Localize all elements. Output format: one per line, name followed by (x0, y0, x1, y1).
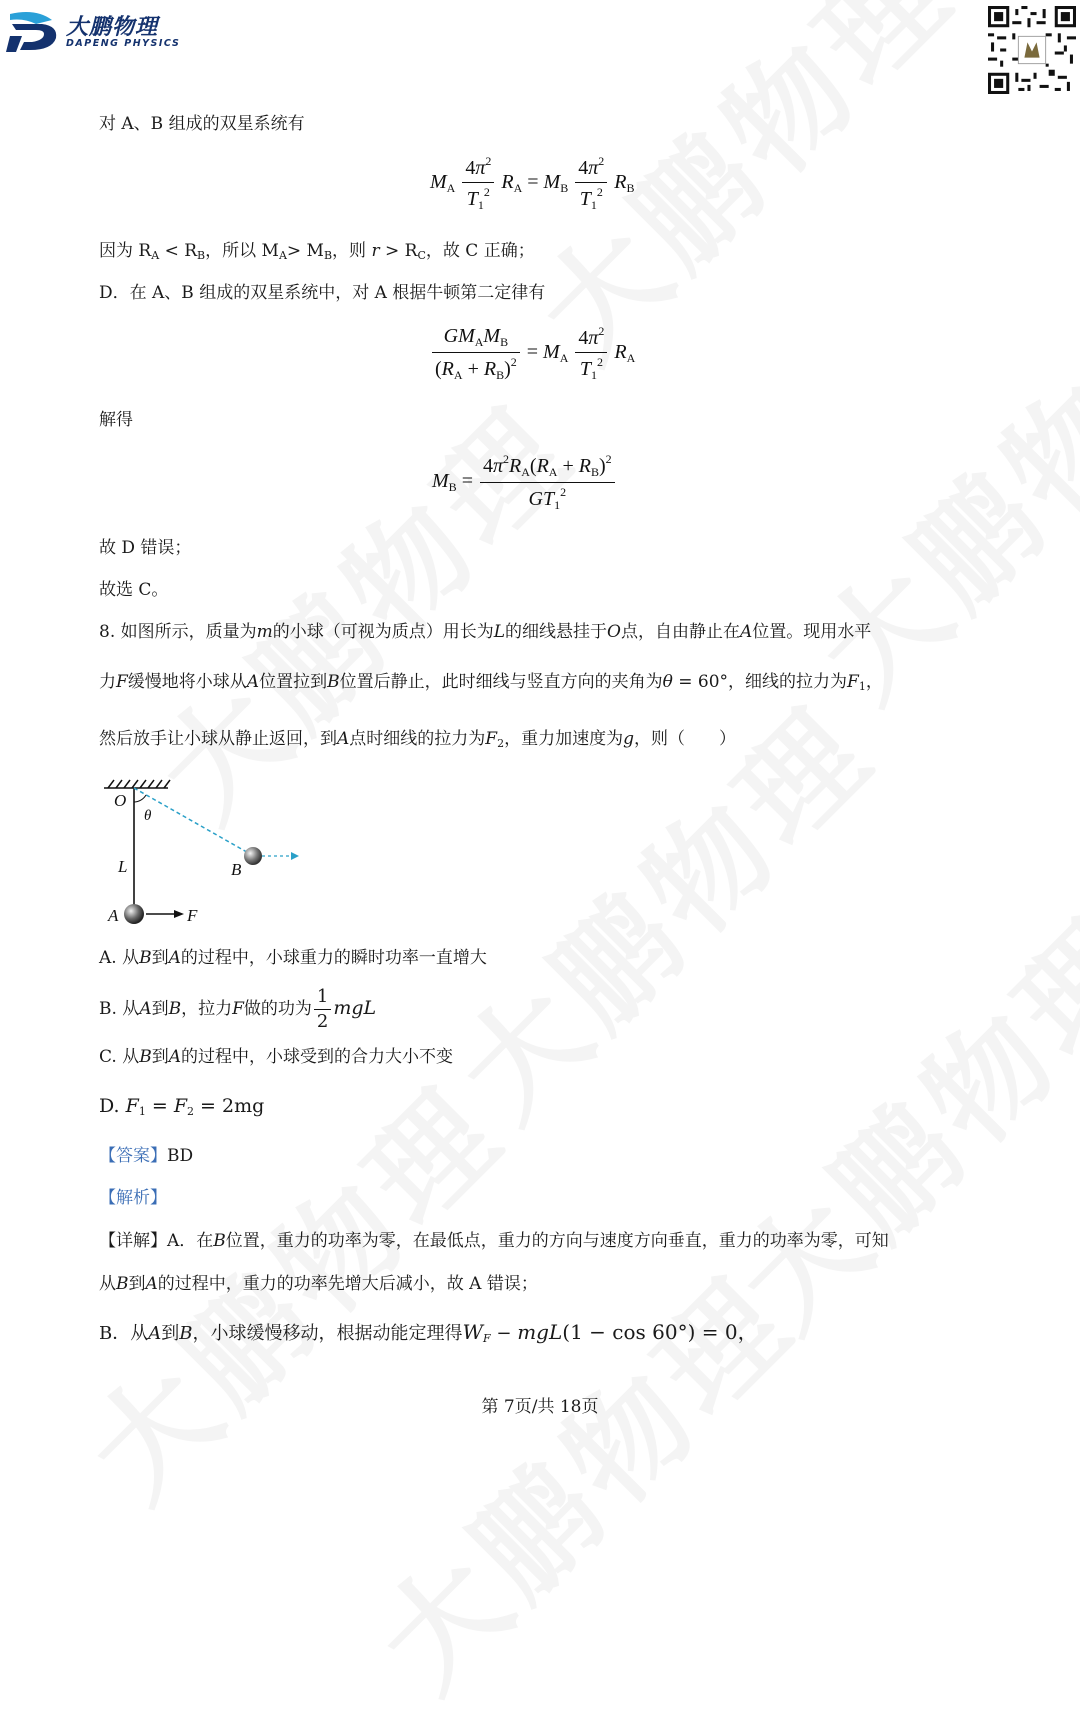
ball-b (244, 847, 262, 865)
text-line: 因为 $R_A < R_B$，所以 $M_A> M_B$，则 $r > R_C$，故 C 正确； (99, 241, 535, 262)
qr-code-icon (988, 6, 1076, 94)
text-line: 解得 (99, 410, 133, 430)
label-a: A (108, 906, 119, 925)
formula-mass-b: $M_B$ = $\frac{4\pi^2R_A(R_A + R_B)^2}{GT_1^2}$ (432, 452, 617, 513)
label-theta: θ (144, 808, 152, 824)
watermark (775, 241, 1080, 730)
text-line: 对 A、B 组成的双星系统有 (99, 114, 305, 134)
question-line: 力F缓慢地将小球从A位置拉到B位置后静止，此时细线与竖直方向的夹角为θ = 60°，细线的拉力为$F_1$， (99, 672, 883, 693)
text-line: 故选 C。 (99, 580, 169, 600)
arrow-head-icon (291, 852, 299, 860)
brand-logo (6, 6, 186, 54)
force-arrow-head-icon (174, 910, 184, 918)
ceiling (104, 780, 170, 788)
label-o: O (114, 791, 127, 810)
option-c: C. 从B到A的过程中，小球受到的合力大小不变 (99, 1047, 453, 1067)
page-number: 第 7页/共 18页 (481, 1397, 599, 1417)
watermark (335, 1231, 824, 1720)
question-line: 8. 如图所示，质量为m的小球（可视为质点）用长为L的细线悬挂于O点，自由静止在A位置。现用水平 (99, 622, 872, 642)
detail-line: 从B到A的过程中，重力的功率先增大后减小，故 A 错误； (99, 1274, 538, 1294)
logo-text-en: DAPENG PHYSICS (66, 38, 181, 49)
detail-line: B．从A到B，小球缓慢移动，根据动能定理得$W_F - mgL(1 - \cos 60^\circ) = 0$， (99, 1320, 758, 1345)
logo-text-cn: 大鹏物理 (66, 15, 159, 40)
ball-a (124, 904, 144, 924)
label-f: F (187, 906, 198, 925)
string-dashed (134, 788, 252, 855)
text-line: D．在 A、B 组成的双星系统中，对 A 根据牛顿第二定律有 (99, 283, 546, 303)
formula-newton-second-law: $\frac{GM_AM_B}{(R_A + R_B)^2}$ = $M_A$ $\frac{4\pi^2}{T_1^2}$ $R_A$ (430, 324, 635, 383)
option-a: A. 从B到A的过程中，小球重力的瞬时功率一直增大 (99, 948, 487, 968)
answer-line: 【答案】BD (99, 1146, 194, 1166)
label-b: B (231, 860, 242, 879)
option-b: B. 从A到B，拉力F做的功为 $\frac{1}{2}$ mgL (99, 986, 377, 1032)
option-d: D. $F_1 = F_2 = 2mg$ (99, 1095, 265, 1118)
angle-arc (134, 795, 146, 802)
logo-mark-icon (6, 6, 62, 54)
watermark (695, 871, 1080, 1360)
question-line: 然后放手让小球从静止返回，到A点时细线的拉力为$F_2$，重力加速度为g，则（ ） (99, 729, 736, 750)
analysis-tag: 【解析】 (99, 1188, 167, 1208)
label-l: L (118, 857, 128, 876)
text-line: 故 D 错误； (99, 538, 192, 558)
formula-double-star: $M_A$ $\frac{4\pi^2}{T_1^2}$ $R_A = M_B$ $\frac{4\pi^2}{T_1^2}$ $R_B$ (430, 154, 635, 212)
detail-line: 【详解】A．在B位置，重力的功率为零，在最低点，重力的方向与速度方向垂直，重力的功率为零，可知 (99, 1231, 889, 1251)
pendulum-diagram (96, 772, 316, 932)
